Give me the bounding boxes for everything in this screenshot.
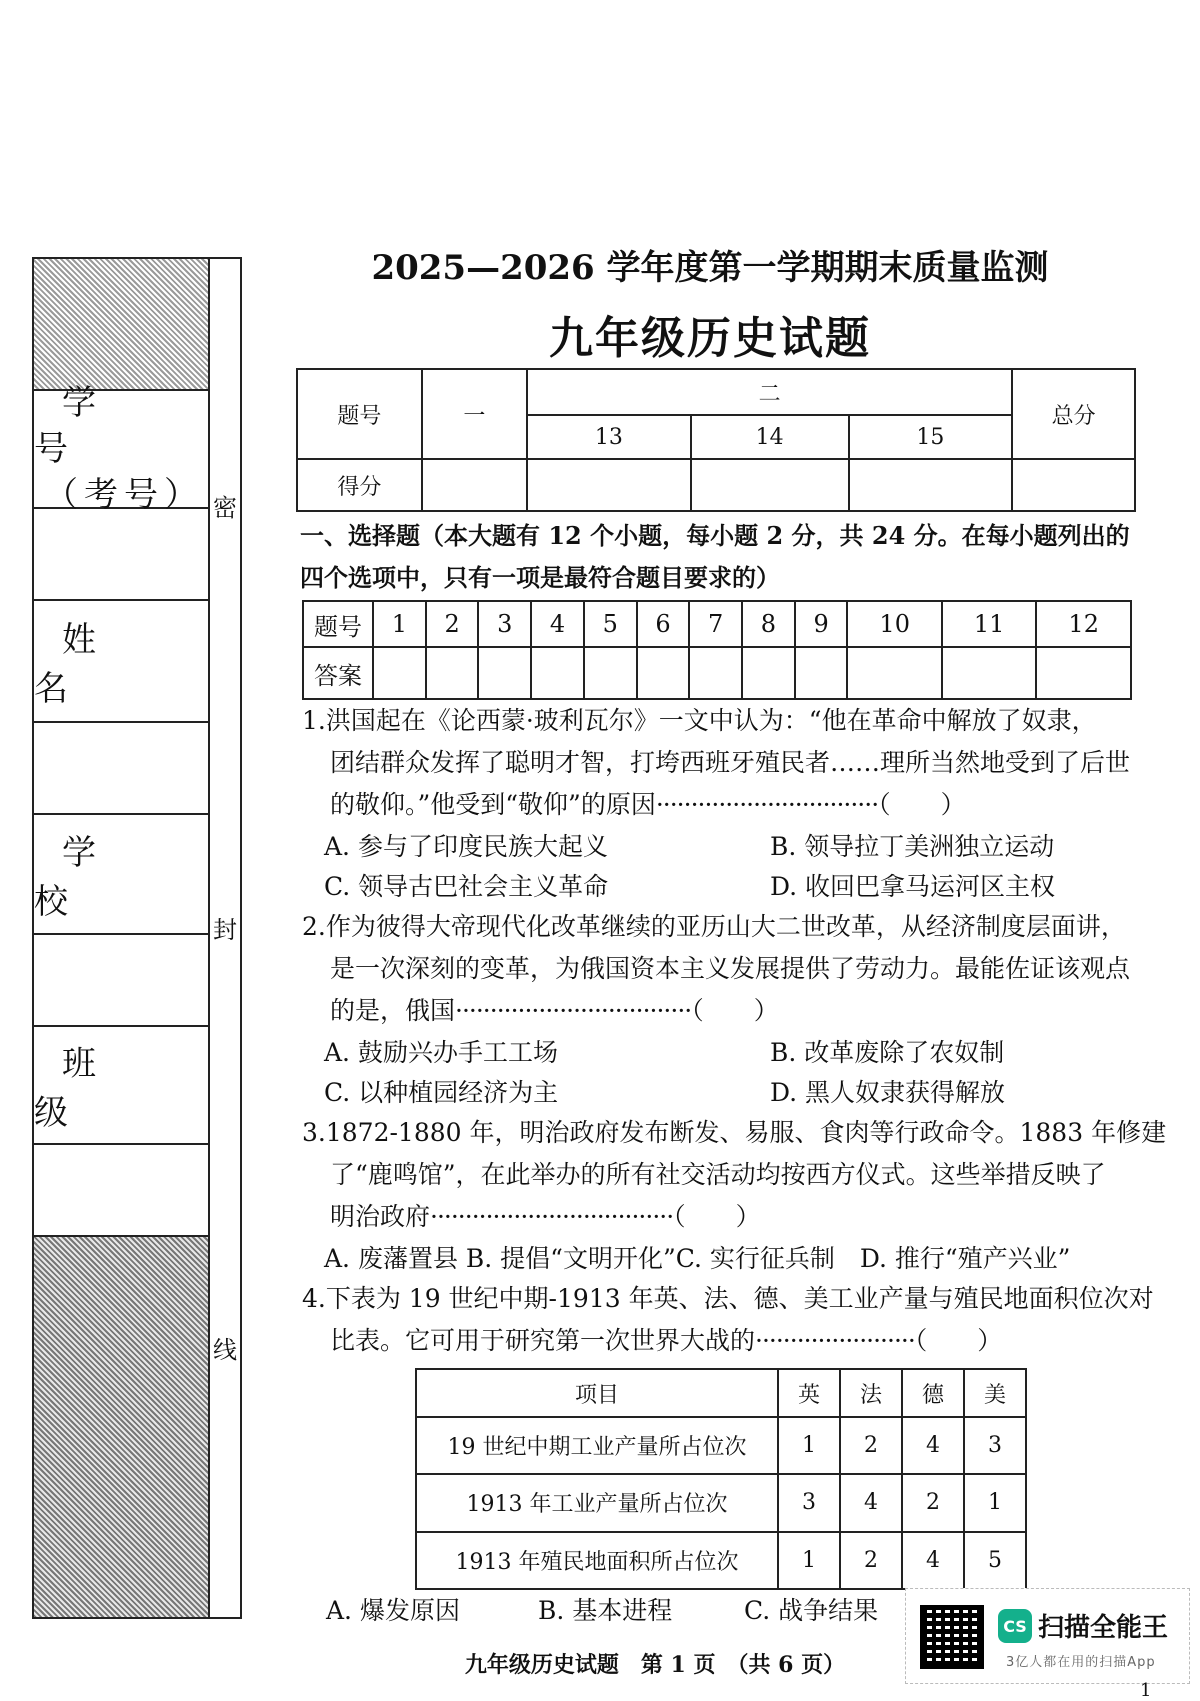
- section-heading: 一、选择题（本大题有 12 个小题，每小题 2 分，共 24 分。在每小题列出的 四个选项中，只有一项是最符合题目要求的）: [300, 521, 1130, 592]
- score-qno-label: 题号: [297, 369, 422, 459]
- hatched-block-top: [34, 259, 208, 391]
- score-row-label: 得分: [297, 459, 422, 511]
- answer-field[interactable]: [426, 647, 479, 699]
- answer-qno: 10: [847, 601, 941, 647]
- table-row: 19 世纪中期工业产量所占位次 1 2 4 3: [416, 1417, 1026, 1474]
- school-label: 学 校: [34, 815, 208, 935]
- rank-header-us: 美: [964, 1369, 1026, 1417]
- class-label: 班 级: [34, 1027, 208, 1145]
- answer-qno: 8: [742, 601, 795, 647]
- answer-qno: 12: [1036, 601, 1131, 647]
- q1-option-a[interactable]: A. 参与了印度民族大起义: [324, 832, 608, 861]
- question-2: 2.作为彼得大帝现代化改革继续的亚历山大二世改革，从经济制度层面讲， 是一次深刻的变革，为俄国资本主义发展提供了劳动力。最能佐证该观点 的是，俄国··································（ ）: [302, 912, 1131, 1025]
- question-1: 1.洪国起在《论西蒙·玻利瓦尔》一文中认为：“他在革命中解放了奴隶， 团结群众发挥了聪明才智，打垮西班牙殖民者……理所当然地受到了后世 的敬仰。”他受到“敬仰”的原因································（ ）: [302, 706, 1131, 819]
- rank-header-fr: 法: [840, 1369, 902, 1417]
- answer-field[interactable]: [795, 647, 848, 699]
- answer-field[interactable]: [847, 647, 941, 699]
- answer-row-label: 答案: [303, 647, 373, 699]
- page-mark: 1: [1140, 1680, 1152, 1701]
- exam-title: 2025—2026 学年度第一学期期末质量监测: [371, 248, 1049, 288]
- answer-field[interactable]: [478, 647, 531, 699]
- camscanner-logo-icon: CS: [998, 1609, 1032, 1643]
- school-field[interactable]: [34, 935, 208, 1027]
- q3-options[interactable]: A. 废藩置县 B. 提倡“文明开化”C. 实行征兵制 D. 推行“殖产兴业”: [324, 1244, 1071, 1273]
- answer-qno: 1: [373, 601, 426, 647]
- student-id-field[interactable]: [34, 509, 208, 601]
- q1-option-b[interactable]: B. 领导拉丁美洲独立运动: [770, 832, 1055, 861]
- seal-char-feng: 封: [213, 916, 237, 944]
- q1-option-d[interactable]: D. 收回巴拿马运河区主权: [770, 872, 1056, 901]
- score-field-15[interactable]: [849, 459, 1013, 511]
- q4-option-a[interactable]: A. 爆发原因: [326, 1596, 460, 1625]
- ranking-table: [415, 1368, 1027, 1590]
- answer-field[interactable]: [373, 647, 426, 699]
- score-field-13[interactable]: [527, 459, 691, 511]
- rank-header-uk: 英: [778, 1369, 840, 1417]
- answer-qno: 6: [637, 601, 690, 647]
- hatched-block-bottom: [34, 1237, 208, 1617]
- question-4: 4.下表为 19 世纪中期-1913 年英、法、德、美工业产量与殖民地面积位次对 比表。它可用于研究第一次世界大战的·······················（ ）: [302, 1284, 1154, 1355]
- table-row: 1913 年殖民地面积所占位次 1 2 4 5: [416, 1532, 1026, 1589]
- q2-option-b[interactable]: B. 改革废除了农奴制: [770, 1038, 1005, 1067]
- answer-qno-label: 题号: [303, 601, 373, 647]
- q4-option-c[interactable]: C. 战争结果: [744, 1596, 879, 1625]
- q2-option-c[interactable]: C. 以种植园经济为主: [324, 1078, 559, 1107]
- answer-field[interactable]: [942, 647, 1036, 699]
- rank-header-item: 项目: [416, 1369, 778, 1417]
- scanner-name: 扫描全能王: [1038, 1613, 1169, 1643]
- q2-option-a[interactable]: A. 鼓励兴办手工工场: [324, 1038, 558, 1067]
- seal-char-xian: 线: [213, 1336, 237, 1364]
- exam-subject-title: 九年级历史试题: [549, 313, 871, 364]
- score-part1: 一: [422, 369, 527, 459]
- answer-qno: 7: [689, 601, 742, 647]
- qr-code-icon: [920, 1605, 984, 1669]
- student-id-label: 学 号 （考号）: [34, 391, 208, 509]
- answer-qno: 3: [478, 601, 531, 647]
- score-field-part1[interactable]: [422, 459, 527, 511]
- answer-qno: 11: [942, 601, 1036, 647]
- answer-field[interactable]: [531, 647, 584, 699]
- q2-option-d[interactable]: D. 黑人奴隶获得解放: [770, 1078, 1006, 1107]
- rank-header-de: 德: [902, 1369, 964, 1417]
- class-field[interactable]: [34, 1145, 208, 1237]
- answer-table: [302, 600, 1132, 700]
- score-field-14[interactable]: [691, 459, 849, 511]
- score-sub-14: 14: [691, 415, 849, 459]
- seal-char-mi: 密: [213, 494, 237, 522]
- score-part2: 二: [527, 369, 1012, 415]
- binding-strip: [32, 257, 210, 1619]
- answer-qno: 9: [795, 601, 848, 647]
- name-field[interactable]: [34, 723, 208, 815]
- answer-field[interactable]: [637, 647, 690, 699]
- score-field-total[interactable]: [1012, 459, 1135, 511]
- score-sub-13: 13: [527, 415, 691, 459]
- q4-option-b[interactable]: B. 基本进程: [538, 1596, 673, 1625]
- score-total-label: 总分: [1012, 369, 1135, 459]
- table-row: 1913 年工业产量所占位次 3 4 2 1: [416, 1474, 1026, 1531]
- answer-field[interactable]: [584, 647, 637, 699]
- answer-qno: 5: [584, 601, 637, 647]
- answer-field[interactable]: [689, 647, 742, 699]
- q1-option-c[interactable]: C. 领导古巴社会主义革命: [324, 872, 609, 901]
- answer-field[interactable]: [1036, 647, 1131, 699]
- question-3: 3.1872-1880 年，明治政府发布断发、易服、食肉等行政命令。1883 年修建 了“鹿鸣馆”，在此举办的所有社交活动均按西方仪式。这些举措反映了 明治政府···································（ ）: [302, 1118, 1167, 1231]
- scanner-slogan: 3亿人都在用的扫描App: [1006, 1655, 1156, 1670]
- answer-qno: 4: [531, 601, 584, 647]
- name-label: 姓 名: [34, 601, 208, 723]
- page-footer: 九年级历史试题 第 1 页 （共 6 页）: [464, 1652, 846, 1678]
- scanner-watermark: [905, 1588, 1190, 1684]
- score-sub-15: 15: [849, 415, 1013, 459]
- answer-qno: 2: [426, 601, 479, 647]
- answer-field[interactable]: [742, 647, 795, 699]
- score-table: [296, 368, 1136, 512]
